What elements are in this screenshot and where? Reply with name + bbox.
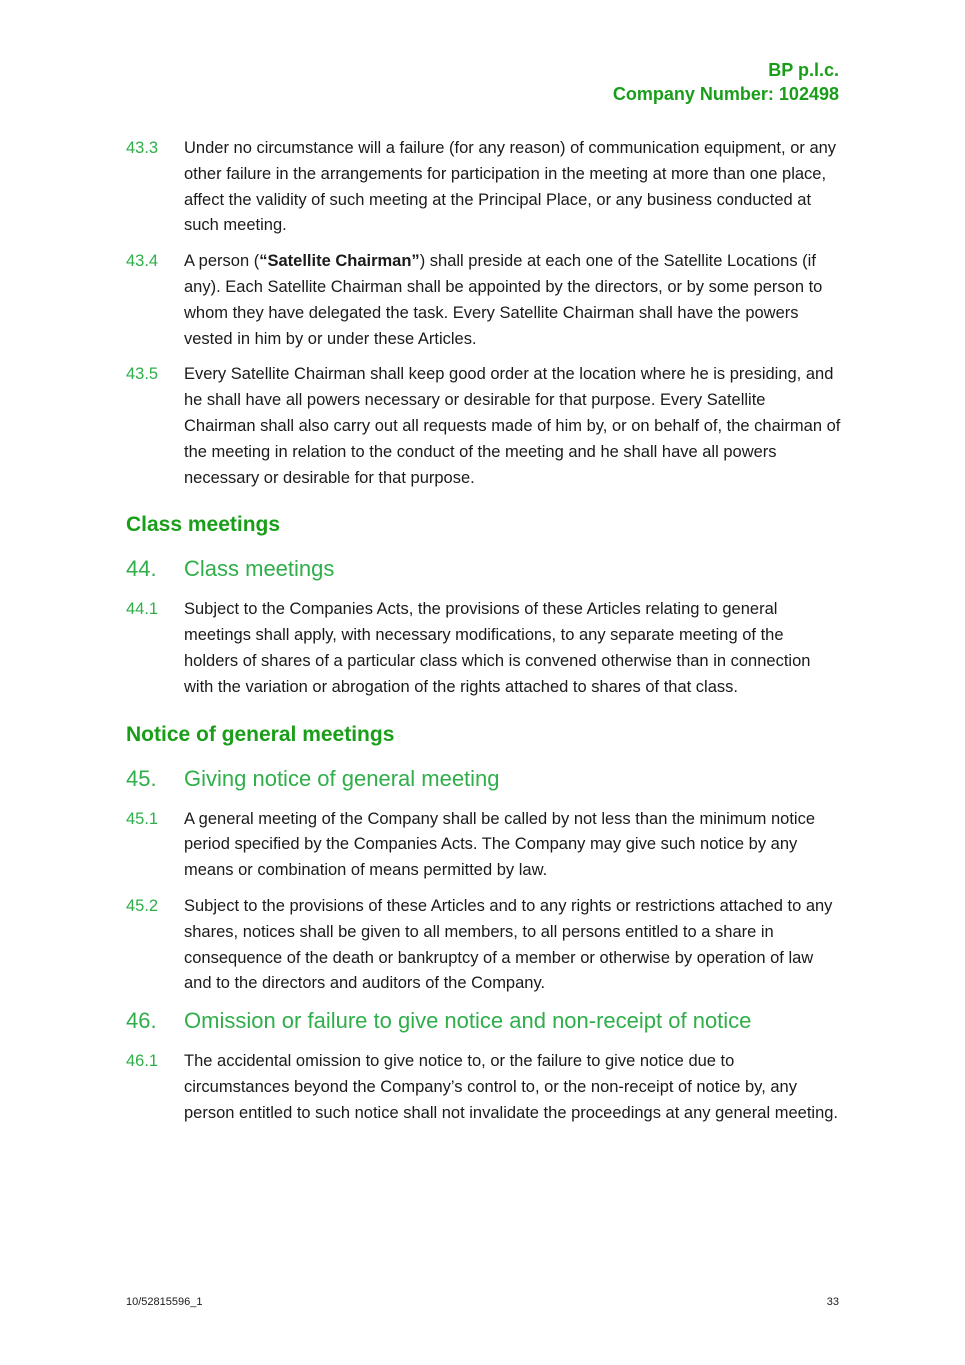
clause-text: Subject to the Companies Acts, the provisions of these Articles relating to general meetings shall apply, with necessary modifications, to any separate meeting of the holders of shares of a particular class which is convened otherwise than in connection with the variation or abrogation of the rights attached to shares of that class. xyxy=(184,600,811,696)
article-number: 45. xyxy=(126,765,157,791)
clause-43-5 xyxy=(126,362,841,491)
article-title: Omission or failure to give notice and non-receipt of notice xyxy=(184,1008,752,1034)
clause-number: 45.1 xyxy=(126,809,159,828)
clause-text: Under no circumstance will a failure (for any reason) of communication equipment, or any other failure in the arrangements for participation in the meeting at more than one place, affect the validity of such meeting at the Principal Place, or any business conducted at such meeting. xyxy=(184,139,837,235)
clause-text: Every Satellite Chairman shall keep good order at the location where he is presiding, and he shall have all powers necessary or desirable for that purpose. Every Satellite Chairman shall also carry out all requests made of him by, or on behalf of, the chairman of the meeting in relation to the conduct of the meeting and he shall have all powers necessary or desirable for that purpose. xyxy=(184,365,841,487)
clause-text-after: ) shall preside at each one of the Satellite Locations (if any). Each Satellite Chairman shall be appointed by the directors, or by some person to whom they have delegated the task. Every Satellite Chairman shall have the powers vested in him by or under these Articles. xyxy=(184,252,823,348)
page-header xyxy=(613,58,839,106)
clause-number: 45.2 xyxy=(126,896,159,915)
clause-text-before: A person ( xyxy=(184,252,260,271)
defined-term: “Satellite Chairman” xyxy=(259,252,420,271)
document-reference: 10/52815596_1 xyxy=(126,1296,203,1308)
section-heading-class-meetings: Class meetings xyxy=(126,513,281,537)
page-number: 33 xyxy=(826,1296,839,1308)
article-number: 46. xyxy=(126,1008,157,1034)
clause-text xyxy=(184,252,822,347)
company-number: Company Number: 102498 xyxy=(612,84,839,104)
clause-number: 43.5 xyxy=(126,365,159,384)
clause-number: 46.1 xyxy=(126,1052,159,1071)
article-title: Giving notice of general meeting xyxy=(184,765,500,791)
document-body xyxy=(126,136,841,1137)
clause-number: 43.4 xyxy=(126,252,159,271)
clause-45-2 xyxy=(126,894,841,997)
article-title: Class meetings xyxy=(184,556,335,582)
article-heading-45 xyxy=(126,765,841,793)
article-heading-44 xyxy=(126,555,841,583)
clause-text: The accidental omission to give notice to, or the failure to give notice due to circumstances beyond the Company’s control to, or the non-receipt of notice by, any person entitled to such notice shall not invalidate the proceedings at any general meeting. xyxy=(184,1052,839,1122)
clause-text: A general meeting of the Company shall be called by not less than the minimum notice period specified by the Companies Acts. The Company may give such notice by any means or combination of means permitted by law. xyxy=(184,809,816,880)
clause-43-3 xyxy=(126,136,841,239)
clause-number: 43.3 xyxy=(126,139,159,157)
section-heading-notice: Notice of general meetings xyxy=(126,722,395,746)
clause-43-4 xyxy=(126,249,841,352)
company-name: BP p.l.c. xyxy=(768,60,839,80)
clause-number: 44.1 xyxy=(126,600,159,619)
clause-45-1 xyxy=(126,807,841,884)
article-heading-46 xyxy=(126,1007,841,1035)
article-number: 44. xyxy=(126,556,157,582)
clause-text: Subject to the provisions of these Articles and to any rights or restrictions attached to any shares, notices shall be given to all members, to all persons entitled to a share in consequence of the death or bankruptcy of a member or otherwise by operation of law and to the directors and auditors of the Company. xyxy=(184,896,833,993)
clause-44-1 xyxy=(126,597,841,700)
clause-46-1 xyxy=(126,1049,841,1126)
